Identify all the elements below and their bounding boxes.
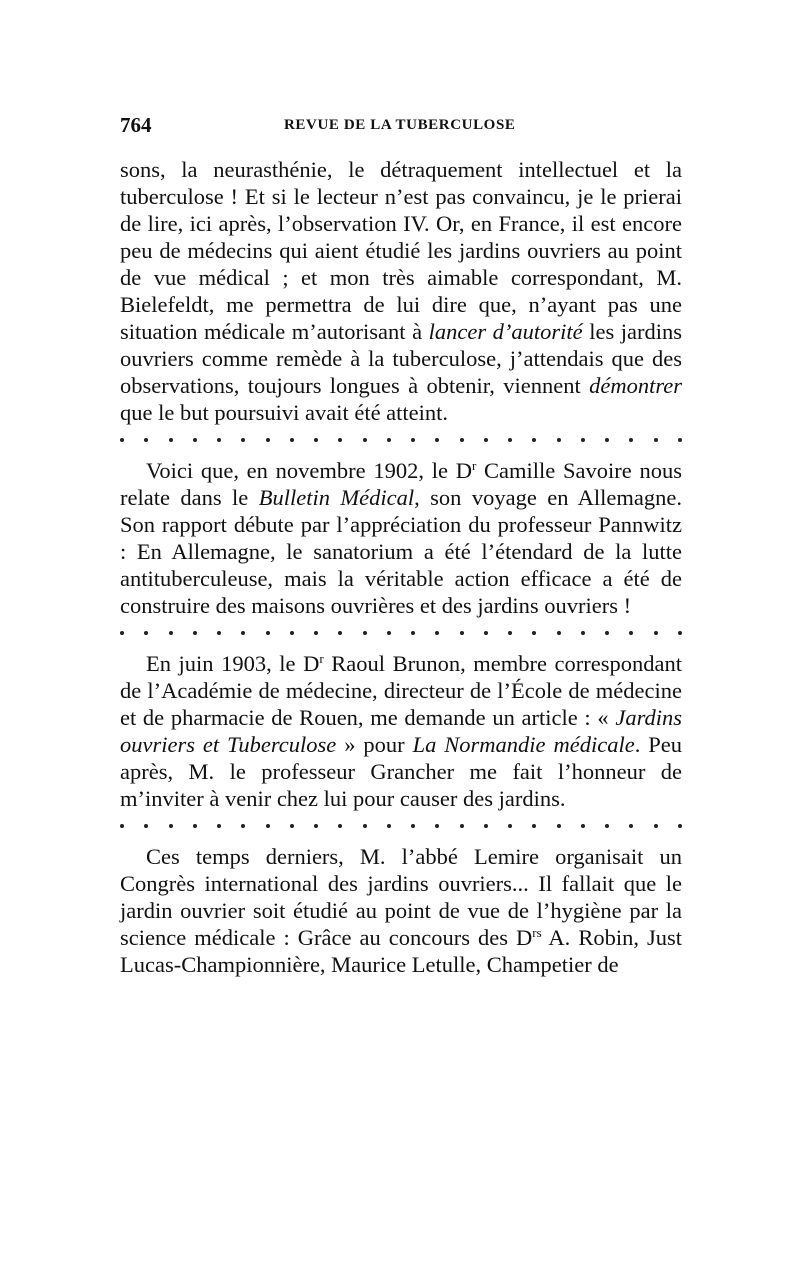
- book-page: [120, 110, 682, 978]
- p4-drs-superscript: rs: [532, 925, 542, 940]
- paragraph-2: [120, 457, 682, 619]
- p3-text-d: » pour: [336, 732, 413, 757]
- p1-text-a: sons, la neurasthénie, le détraquement intellectuel et la tuberculose ! Et si le lecteur n’est pas convaincu, je le prierai de lire, ici après, l’observation IV. Or, en France, il est encore peu de médecins qui aient étudié les jardins ouvriers au point de vue médical ; et mon très aimable correspondant, M. Bielefeldt, me permettra de lui dire que, n’ayant pas une situation médicale m’autorisant à: [120, 157, 682, 344]
- dot-row: [120, 438, 682, 442]
- p4-text-a: Ces temps derniers, M. l’abbé Lemire organisait un Congrès international des jardins ouvriers... Il fallait que le jardin ouvrier soit étudié au point de vue de l’hygiène par la science médicale : Grâce au concours des D: [120, 844, 682, 950]
- p1-italic-lancer: lancer d’autorité: [428, 319, 583, 344]
- p1-italic-demontrer: démontrer: [589, 373, 682, 398]
- dot-row: [120, 631, 682, 635]
- p3-dr-superscript: r: [319, 651, 324, 666]
- p1-text-c: les jardins ouvriers comme remède à la tuberculose, j’attendais que des observations, toujours longues à obtenir, viennent: [120, 319, 682, 398]
- p2-italic-bulletin: Bulletin Médical: [258, 485, 415, 510]
- ellipsis-divider: [120, 812, 682, 843]
- page-header: [120, 110, 682, 140]
- ellipsis-divider: [120, 426, 682, 457]
- paragraph-4: [120, 843, 682, 978]
- p3-text-a: En juin 1903, le D: [146, 651, 320, 676]
- p3-text-f: . Peu après, M. le professeur Grancher me fait l’honneur de m’inviter à venir chez lui pour causer des jardins.: [120, 732, 682, 811]
- p4-text-b: A. Robin, Just Lucas-Championnière, Maurice Letulle, Champetier de: [120, 925, 682, 977]
- p2-text-d: , son voyage en Allemagne. Son rapport débute par l’appréciation du professeur Pannwitz : En Allemagne, le sanatorium a été l’étendard de la lutte antituberculeuse, mais la véritable action efficace a été de construire des maisons ouvrières et des jardins ouvriers !: [120, 485, 682, 618]
- p3-italic-article-title: Jardins ouvriers et Tuberculose: [120, 705, 682, 757]
- paragraph-3: [120, 650, 682, 812]
- dot-row: [120, 824, 682, 828]
- page-number: 764: [120, 113, 152, 137]
- running-title: REVUE DE LA TUBERCULOSE: [284, 117, 516, 133]
- p2-text-a: Voici que, en novembre 1902, le D: [146, 458, 472, 483]
- p3-italic-journal: La Normandie médicale: [412, 732, 635, 757]
- paragraph-1: [120, 156, 682, 426]
- p3-text-b: Raoul Brunon, membre correspondant de l’Académie de médecine, directeur de l’École de médecine et de pharmacie de Rouen, me demande un article : «: [120, 651, 682, 730]
- p1-text-e: que le but poursuivi avait été atteint.: [120, 400, 449, 425]
- p2-dr-superscript: r: [471, 458, 477, 473]
- ellipsis-divider: [120, 619, 682, 650]
- p2-text-b: Camille Savoire nous relate dans le: [120, 458, 682, 510]
